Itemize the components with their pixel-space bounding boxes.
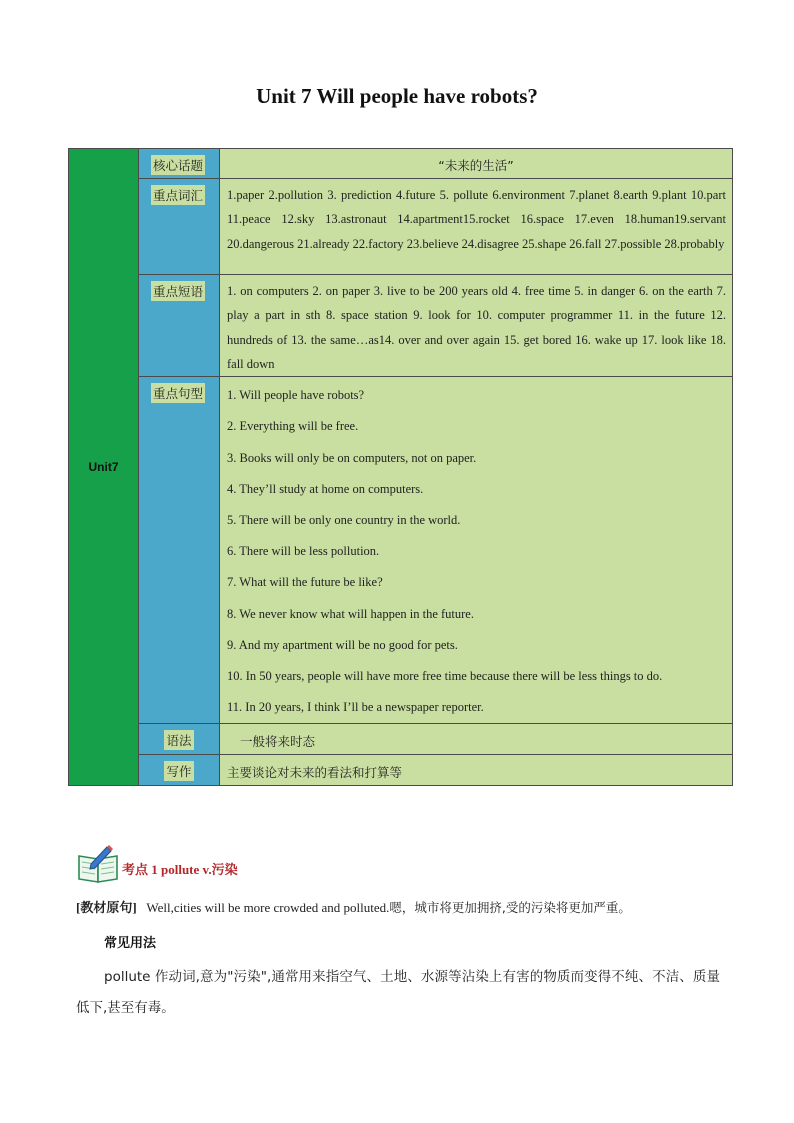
row-label-writing: 写作 [164, 761, 193, 781]
unit-label: Unit7 [88, 460, 119, 475]
page-title: Unit 7 Will people have robots? [256, 84, 538, 108]
source-tag: [教材原句] [76, 900, 137, 915]
list-item: 2. Everything will be free. [227, 419, 359, 434]
list-item: 9. And my apartment will be no good for pets. [227, 637, 458, 652]
vocabulary-text: 1.paper 2.pollution 3. prediction 4.future 5. pollute 6.environment 7.planet 8.earth 9.plant 10.part 11.peace 12.sky 13.astronaut 14.apartment15.rocket 16.space 17.even 18.human19.servant 20.dangerous 21.already 22.factory 23.believe 24.disagree 25.shape 26.fall 27.possible 28.probably [227, 188, 726, 251]
label-cell-sentences [139, 377, 220, 724]
list-item: 3. Books will only be on computers, not on paper. [227, 450, 477, 465]
list-item: 6. There will be less pollution. [227, 544, 380, 559]
unit-cell [69, 149, 139, 786]
content-cell-grammar [220, 724, 733, 755]
source-sentence [76, 897, 736, 916]
row-label-phrases: 重点短语 [151, 281, 205, 301]
table-row-phrases [69, 275, 733, 377]
content-cell-vocabulary [220, 179, 733, 275]
source-english: Well,cities will be more crowded and polluted. [146, 900, 390, 915]
label-cell-grammar [139, 724, 220, 755]
sentence-list [220, 377, 732, 723]
writing-text: 主要谈论对未来的看法和打算等 [227, 765, 403, 781]
row-label-sentences: 重点句型 [151, 383, 205, 403]
table-row-grammar [69, 724, 733, 755]
label-cell-phrases [139, 275, 220, 377]
usage-paragraph: pollute 作动词,意为"污染",通常用来指空气、土地、水源等沾染上有害的物质而变得不纯、不洁、质量低下,甚至有毒。 [76, 969, 720, 1016]
topic-text: “未来的生活” [438, 158, 514, 173]
table-row-writing [69, 755, 733, 786]
table-row-vocabulary [69, 179, 733, 275]
content-cell-writing [220, 755, 733, 786]
table-row-sentences [69, 377, 733, 724]
content-cell-sentences [220, 377, 733, 724]
unit-summary-table [68, 148, 733, 786]
key-point-title: 考点 1 pollute v.污染 [122, 862, 238, 877]
row-label-grammar: 语法 [164, 730, 193, 750]
list-item: 10. In 50 years, people will have more free time because there will be less things to do. [227, 669, 663, 684]
label-cell-writing [139, 755, 220, 786]
usage-heading: 常见用法 [104, 936, 157, 951]
list-item: 11. In 20 years, I think I’ll be a newspaper reporter. [227, 700, 484, 715]
table-row-topic [69, 149, 733, 179]
content-cell-topic [220, 149, 733, 179]
row-label-topic: 核心话题 [151, 155, 205, 175]
content-cell-phrases [220, 275, 733, 377]
row-label-vocabulary: 重点词汇 [151, 185, 205, 205]
list-item: 7. What will the future be like? [227, 575, 383, 590]
phrases-text: 1. on computers 2. on paper 3. live to be 200 years old 4. free time 5. in danger 6. on the earth 7. play a part in sth 8. space station 9. look for 10. computer programmer 11. in the future 12. hundreds of 13. the same…as14. over and over again 15. get bored 16. wake up 17. look like 18. fall down [227, 284, 726, 371]
label-cell-topic [139, 149, 220, 179]
list-item: 5. There will be only one country in the world. [227, 513, 461, 527]
list-item: 4. They’ll study at home on computers. [227, 481, 424, 496]
source-chinese: 嗯，城市将更加拥挤,受的污染将更加严重。 [389, 900, 631, 915]
list-item: 8. We never know what will happen in the future. [227, 606, 474, 621]
book-pencil-icon [77, 844, 121, 884]
key-point-header [77, 844, 477, 884]
label-cell-vocabulary [139, 179, 220, 275]
grammar-text: 一般将来时态 [240, 734, 316, 750]
list-item: 1. Will people have robots? [227, 388, 365, 403]
